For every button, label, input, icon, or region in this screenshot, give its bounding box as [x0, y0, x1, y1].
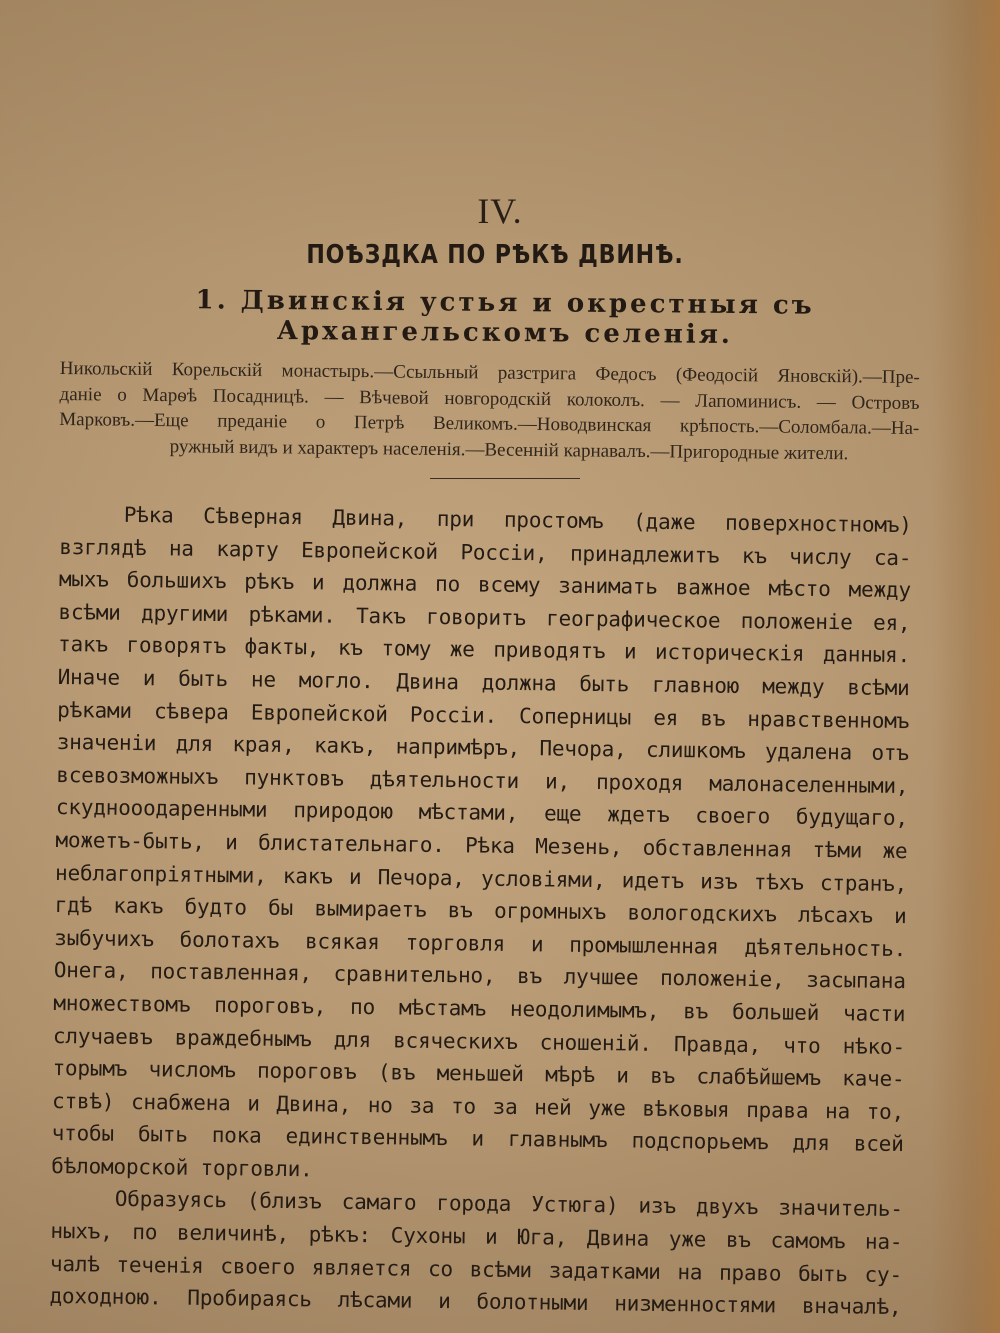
text-line: Рѣка Сѣверная Двина, при простомъ (даже поверхностномъ)	[123, 502, 912, 538]
section-title: 1. Двинскія устья и окрестныя съ Архангельскомъ селенія.	[195, 285, 815, 350]
summary-line: Марковъ.—Еще преданіе о Петрѣ Великомъ.—Новодвинская крѣпость.—Соломбала.—На-	[59, 408, 920, 440]
text-line: взглядѣ на карту Европейской Россіи, принадлежитъ къ числу са-	[59, 534, 912, 570]
summary-line: даніе о Марѳѣ Посадницѣ. — Вѣчевой новгородскій колоколъ. — Лапоминисъ. — Островъ	[59, 383, 920, 414]
text-line: доходною. Пробираясь лѣсами и болотными низменностями вначалѣ,	[49, 1284, 902, 1320]
text-line: торымъ числомъ пороговъ (въ меньшей мѣрѣ и въ слабѣйшемъ каче-	[52, 1056, 905, 1092]
chapter-title: ПОѢЗДКА ПО РѢКѢ ДВИНѢ.	[306, 240, 684, 270]
text-line: всѣми другими рѣками. Такъ говоритъ географическое положеніе ея,	[58, 599, 911, 635]
paragraph	[49, 1182, 903, 1324]
section-divider	[430, 478, 580, 479]
text-line: Онега, поставленная, сравнительно, въ лучшее положеніе, засыпана	[53, 958, 906, 994]
text-line: случаевъ враждебнымъ для всяческихъ сношеній. Правда, что нѣко-	[52, 1023, 906, 1059]
paragraph	[51, 498, 912, 1194]
text-line: гдѣ какъ будто бы вымираетъ въ огромныхъ вологодскихъ лѣсахъ и	[54, 893, 907, 929]
text-line: зыбучихъ болотахъ всякая торговля и промышленная дѣятельность.	[54, 925, 907, 961]
chapter-number: IV.	[477, 191, 523, 231]
text-line: такъ говорятъ факты, къ тому же приводятъ и историческія данныя.	[57, 632, 911, 668]
chapter-summary	[59, 356, 920, 467]
text-line: ныхъ, по величинѣ, рѣкъ: Сухоны и Юга, Двина уже въ самомъ на-	[50, 1219, 903, 1255]
text-line: можетъ-быть, и блистательнаго. Рѣка Мезень, обставленная тѣми же	[55, 827, 908, 864]
text-line: мыхъ большихъ рѣкъ и должна по всему занимать важное мѣсто между	[58, 567, 912, 603]
text-line: Иначе и быть не могло. Двина должна быть главною между всѣми	[57, 664, 910, 701]
text-line: чтобы быть пока единственнымъ и главнымъ подспорьемъ для всей	[51, 1121, 904, 1157]
text-line: ствѣ) снабжена и Двина, но за то за ней уже вѣковыя права на то,	[51, 1088, 905, 1124]
text-line: значеніи для края, какъ, напримѣръ, Печора, слишкомъ удалена отъ	[56, 730, 909, 766]
text-line: всевозможныхъ пунктовъ дѣятельности и, проходя малонаселенными,	[56, 762, 909, 798]
summary-line: ружный видъ и характеръ населенія.—Весенній карнавалъ.—Пригородные жители.	[169, 435, 849, 464]
summary-line: Никольскій Корельскій монастырь.—Ссыльный разстрига Федосъ (Феодосій Яновскій).—Пре-	[59, 357, 920, 389]
text-line: скуднооодаренными природою мѣстами, еще ждетъ своего будущаго,	[55, 795, 909, 831]
text-line: Образуясь (близъ самаго города Устюга) изъ двухъ значитель-	[114, 1187, 903, 1222]
text-line: множествомъ пороговъ, по мѣстамъ неодолимымъ, въ большей части	[53, 990, 906, 1027]
text-line: неблагопріятными, какъ и Печора, условіями, идетъ изъ тѣхъ странъ,	[54, 860, 908, 896]
text-line: бѣломорской торговли.	[51, 1153, 313, 1182]
text-line: чалѣ теченія своего является со всѣми задатками на право быть су-	[49, 1251, 903, 1287]
body-text	[49, 498, 912, 1324]
text-line: рѣками сѣвера Европейской Россіи. Соперницы ея въ нравственномъ	[57, 697, 910, 733]
